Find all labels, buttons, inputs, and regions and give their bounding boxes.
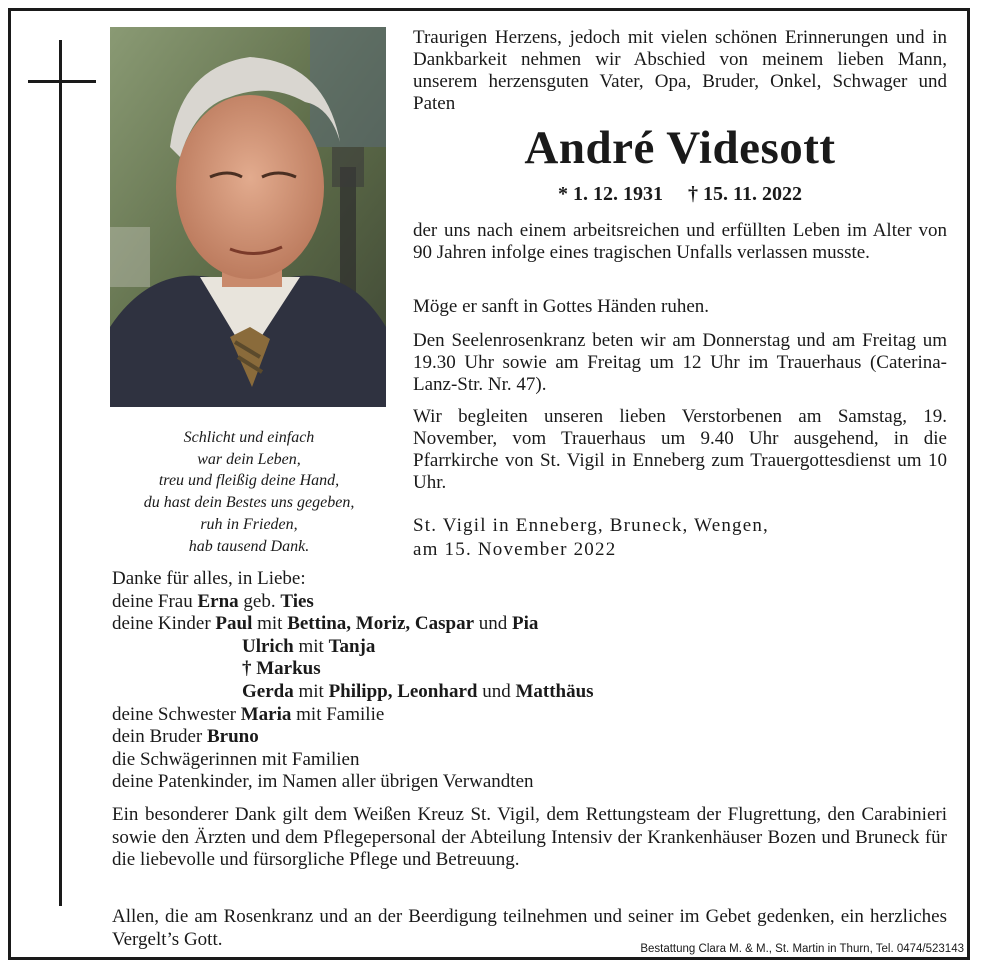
poem-line: treu und fleißig deine Hand, [158, 472, 340, 490]
family-row-sister: deine Schwester Maria mit Familie [112, 703, 385, 725]
family-row-gerda: Gerda mit Philipp, Leonhard und Matthäus [242, 680, 594, 702]
closing-thanks: Allen, die am Rosenkranz und an der Beerdigung teilnehmen und seiner im Gebet gedenken, ein herzliches Vergelt’s Gott. [112, 906, 947, 950]
date-line: am 15. November 2022 [413, 539, 617, 560]
place-date [413, 514, 947, 562]
poem-line: Schlicht und einfach [183, 429, 315, 446]
memorial-poem [110, 427, 388, 557]
family-row-children: deine Kinder Paul mit Bettina, Moriz, Caspar und Pia [112, 613, 539, 635]
portrait-photo [110, 27, 386, 407]
cross-icon-bar [28, 80, 96, 83]
poem-line: hab tausend Dank. [188, 537, 310, 555]
poem-line: ruh in Frieden, [200, 515, 298, 533]
deceased-name: André Videsott [524, 122, 836, 174]
special-thanks: Ein besonderer Dank gilt dem Weißen Kreuz St. Vigil, dem Rettungsteam der Flugrettung, den Carabinieri sowie den Ärzten und dem Pflegepersonal der Abteilung Intensiv der Krankenhäuser Bozen und Bruneck für die liebevolle und fürsorgliche Pflege und Betreuung. [112, 804, 947, 871]
thanks-line: Danke für alles, in Liebe: [112, 568, 306, 589]
poem-line: du hast dein Bestes uns gegeben, [143, 494, 355, 512]
life-dates: * 1. 12. 1931 † 15. 11. 2022 [558, 183, 802, 205]
paragraph-blessing: Möge er sanft in Gottes Händen ruhen. [413, 296, 710, 317]
family-row-godchildren: deine Patenkinder, im Namen aller übrigen Verwandten [112, 771, 534, 793]
family-row-brother: dein Bruder Bruno [112, 726, 259, 748]
place-line: St. Vigil in Enneberg, Bruneck, Wengen, [413, 515, 770, 536]
family-row-markus: † Markus [242, 658, 321, 680]
cross-icon [59, 40, 62, 906]
poem-line: war dein Leben, [197, 450, 301, 468]
funeral-home-credit: Bestattung Clara M. & M., St. Martin in Thurn, Tel. 0474/523143 [640, 943, 964, 955]
paragraph-rosary: Den Seelenrosenkranz beten wir am Donnerstag und am Freitag um 19.30 Uhr sowie am Freitag um 12 Uhr im Trauerhaus (Caterina-Lanz-Str. Nr. 47). [413, 330, 947, 395]
paragraph-funeral: Wir begleiten unseren lieben Verstorbenen am Samstag, 19. November, vom Trauerhaus um 9.40 Uhr ausgehend, in die Pfarrkirche von St. Vigil in Enneberg zum Trauergottesdienst um 10 Uhr. [413, 406, 947, 493]
family-row-sisters-in-law: die Schwägerinnen mit Familien [112, 748, 360, 770]
family-row-wife: deine Frau Erna geb. Ties [112, 590, 314, 612]
family-row-ulrich: Ulrich mit Tanja [242, 635, 376, 657]
intro-text: Traurigen Herzens, jedoch mit vielen schönen Erinnerungen und in Dankbarkeit nehmen wir Abschied von meinem lieben Mann, unserem herzensguten Vater, Opa, Bruder, Onkel, Schwager und Paten [413, 27, 947, 114]
paragraph-passing: der uns nach einem arbeitsreichen und erfüllten Leben im Alter von 90 Jahren infolge eines tragischen Unfalls verlassen musste. [413, 220, 947, 263]
family-list [112, 568, 947, 794]
